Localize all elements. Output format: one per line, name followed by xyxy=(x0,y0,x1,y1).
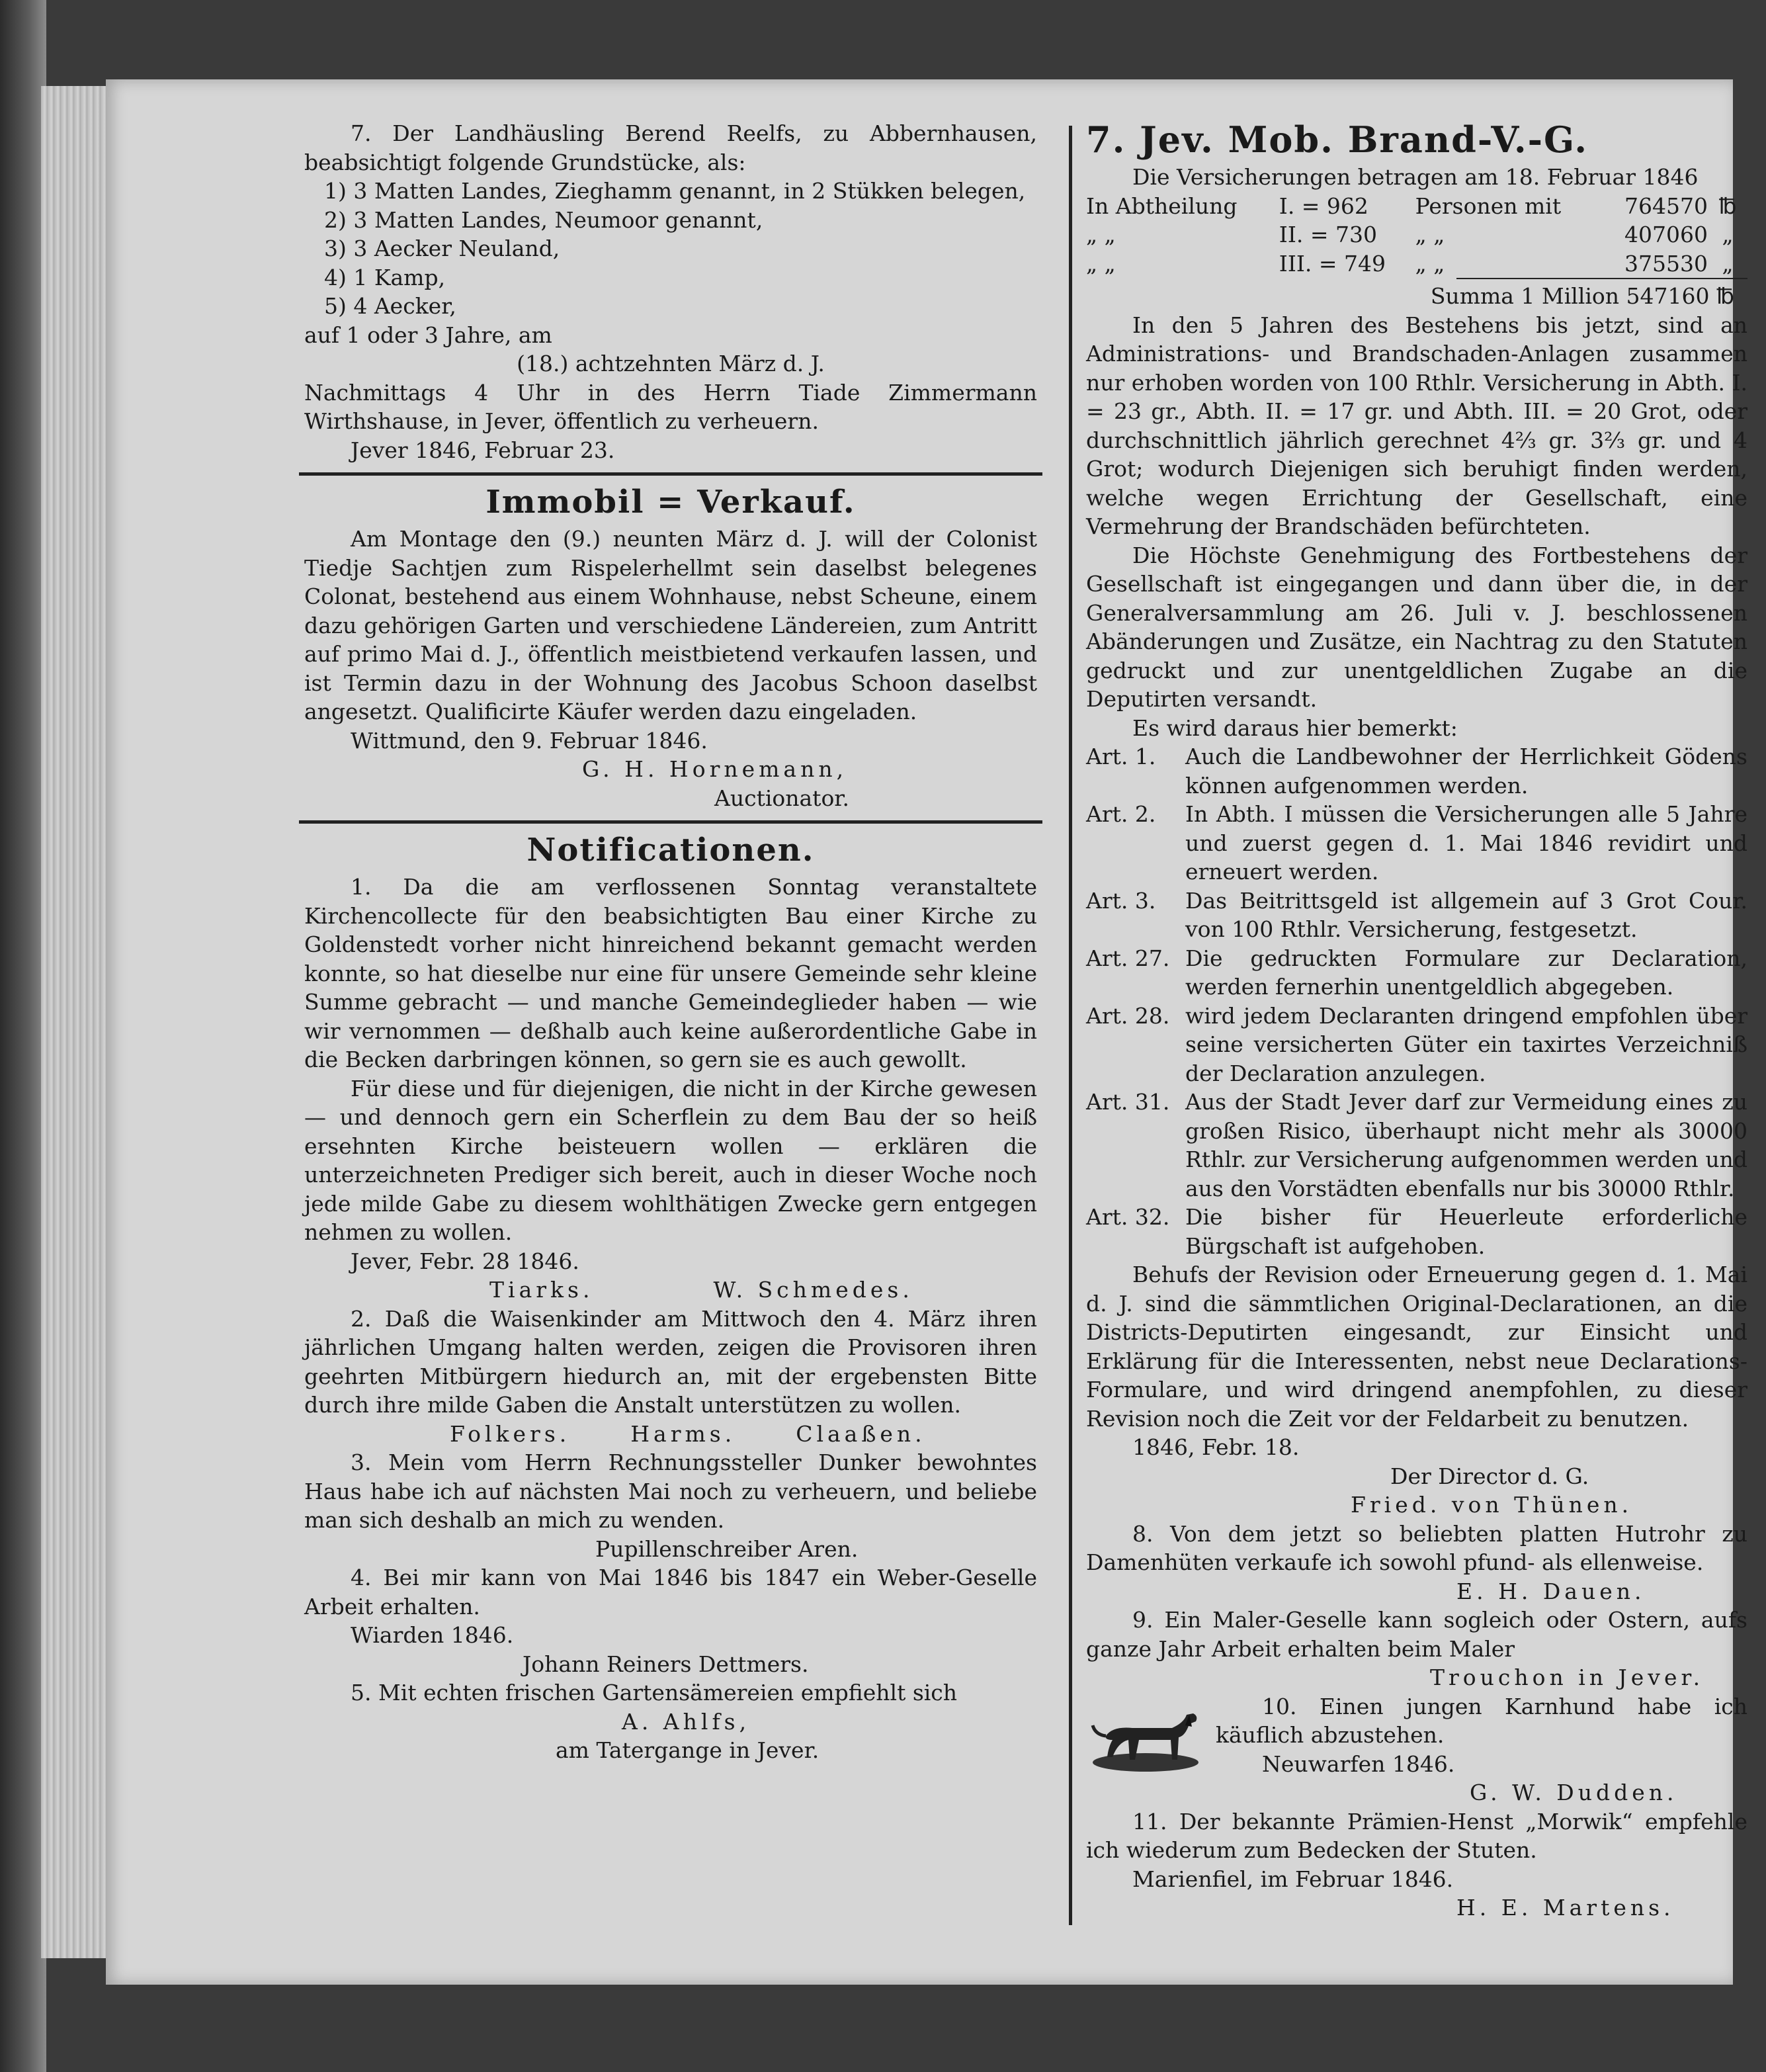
dog-woodcut-icon xyxy=(1086,1696,1205,1776)
notif-5-location: am Tatergange in Jever. xyxy=(556,1737,820,1763)
notif-4: 4. Bei mir kann von Mai 1846 bis 1847 ein Weber-Geselle Arbeit erhalten. xyxy=(304,1565,1037,1619)
table-cell: 375530 xyxy=(1624,250,1708,277)
article-item xyxy=(1086,1002,1747,1088)
table-cell: „ xyxy=(1722,250,1734,277)
article-text: wird jedem Declaranten dringend empfohlen über seine versicherten Güter ein taxirtes Verzeichniß der Declaration anzulegen. xyxy=(1185,1002,1747,1086)
signature: Claaßen. xyxy=(796,1420,926,1447)
notif-2-signatures xyxy=(304,1420,1037,1449)
article-label: Art. 27. xyxy=(1086,945,1170,971)
table-cell: „ „ xyxy=(1415,222,1445,247)
article-label: Art. 32. xyxy=(1086,1204,1170,1230)
notice-7-line: Nachmittags 4 Uhr in des Herrn Tiade Zimmermann Wirthshause, in Jever, öffentlich zu verheuern. xyxy=(304,379,1037,434)
notice-9: 9. Ein Maler-Geselle kann sogleich oder Ostern, aufs ganze Jahr Arbeit erhalten beim Maler xyxy=(1086,1607,1747,1662)
table-cell: „ „ xyxy=(1086,222,1116,247)
articles-list xyxy=(1086,742,1747,1260)
notif-heading: Notificationen. xyxy=(526,832,815,869)
notice-11-signature: H. E. Martens. xyxy=(1456,1895,1675,1921)
right-column xyxy=(1086,119,1747,1922)
notif-5: 5. Mit echten frischen Gartensämereien empfiehlt sich xyxy=(351,1680,958,1705)
signature: Tiarks. xyxy=(489,1277,594,1303)
notif-1-signatures xyxy=(304,1275,1037,1305)
left-column xyxy=(304,119,1037,1765)
table-cell: „ „ xyxy=(1086,250,1116,277)
insurance-p3: Es wird daraus hier bemerkt: xyxy=(1132,714,1458,741)
article-item xyxy=(1086,1088,1747,1203)
immobil-signature: G. H. Hornemann, xyxy=(582,756,848,782)
article-text: Die gedruckten Formulare zur Declaration, werden fernerhin unentgeldlich abgegeben. xyxy=(1185,945,1747,1000)
notice-7-item: 3) 3 Aecker Neuland, xyxy=(324,236,560,261)
notif-2: 2. Daß die Waisenkinder am Mittwoch den 4. März ihren jährlichen Umgang halten werden, zeigen die Provisoren ihren geehrten Mitbürgern hiedurch an, mit der ergebensten Bitte durch ihre milde Gaben die Anstalt unterstützen zu wollen. xyxy=(304,1305,1037,1418)
notice-11-place: Marienfiel, im Februar 1846. xyxy=(1132,1866,1454,1892)
notice-10 xyxy=(1086,1692,1747,1779)
sum-rule xyxy=(1456,278,1747,279)
article-item xyxy=(1086,944,1747,1002)
table-row xyxy=(1086,220,1747,249)
table-cell: In Abtheilung xyxy=(1086,193,1238,219)
article-text: In Abth. I müssen die Versicherungen alle 5 Jahre und zuerst gegen d. 1. Mai 1846 revidirt und erneuert werden. xyxy=(1185,801,1747,885)
signature: Harms. xyxy=(630,1420,736,1447)
table-cell: I. = 962 xyxy=(1279,193,1368,219)
table-row xyxy=(1086,249,1747,279)
signature: Folkers. xyxy=(450,1420,571,1447)
article-text: Das Beitrittsgeld ist allgemein auf 3 Grot Cour. von 100 Rthlr. Versicherung, festgesetzt. xyxy=(1185,887,1747,942)
article-text: Auch die Landbewohner der Herrlichkeit Gödens können aufgenommen werden. xyxy=(1185,744,1747,799)
article-label: Art. 28. xyxy=(1086,1002,1170,1029)
immobil-role: Auctionator. xyxy=(714,785,849,811)
article-text: Die bisher für Heuerleute erforderliche Bürgschaft ist aufgehoben. xyxy=(1185,1204,1747,1259)
insurance-p1: In den 5 Jahren des Bestehens bis jetzt, sind an Administrations- und Brandschaden-Anlagen zusammen nur erhoben worden von 100 Rthlr. Versicherung in Abth. I. = 23 gr., Abth. II. = 17 gr. und Abth. III. = 20 Grot, oder durchschnittlich jährlich gerechnet 4⅔ gr. 3⅔ gr. und 4 Grot; wodurch Diejenigen sich beruhigt finden werden, welche wegen Errichtung der Gesellschaft, eine Vermehrung der Brandschäden befürchteten. xyxy=(1086,312,1747,539)
notice-7-item: 5) 4 Aecker, xyxy=(324,293,456,319)
table-cell: III. = 749 xyxy=(1279,250,1386,277)
notice-7-line: auf 1 oder 3 Jahre, am xyxy=(304,322,552,348)
article-item xyxy=(1086,886,1747,944)
notif-5-signature: A. Ahlfs, xyxy=(622,1708,751,1735)
insurance-intro: Die Versicherungen betragen am 18. Februar 1846 xyxy=(1132,164,1699,190)
insurance-table xyxy=(1086,192,1747,279)
table-cell: „ „ xyxy=(1415,250,1445,277)
article-item xyxy=(1086,1203,1747,1260)
column-divider xyxy=(1069,126,1072,1925)
director-title: Der Director d. G. xyxy=(1390,1463,1589,1489)
notice-7-item: 1) 3 Matten Landes, Zieghamm genannt, in 2 Stükken belegen, xyxy=(324,178,1026,204)
notice-10-signature: G. W. Dudden. xyxy=(1470,1780,1678,1805)
book-spine xyxy=(0,0,46,2072)
notif-4-signature: Johann Reiners Dettmers. xyxy=(523,1651,809,1677)
notif-1-p1: 1. Da die am verflossenen Sonntag veranstaltete Kirchencollecte für den beabsichtigten Bau einer Kirche zu Goldenstedt vorher nicht hinreichend bekannt gemacht werden konnte, so hat dieselbe nur eine für unsere Gemeinde sehr kleine Summe gebracht — und manche Gemeindeglieder haben — wie wir vernommen — deßhalb auch keine außerordentliche Gabe in die Becken darbringen können, so gern sie es auch gewollt. xyxy=(304,874,1037,1072)
table-cell: ℔ xyxy=(1718,193,1737,219)
article-item xyxy=(1086,800,1747,886)
section-rule xyxy=(299,472,1042,476)
notice-7-line: (18.) achtzehnten März d. J. xyxy=(517,351,825,376)
notice-7-dateline: Jever 1846, Februar 23. xyxy=(351,437,615,463)
table-cell: Personen mit xyxy=(1415,193,1562,219)
notice-8-signature: E. H. Dauen. xyxy=(1456,1578,1646,1604)
notice-7-intro: 7. Der Landhäusling Berend Reelfs, zu Abbernhausen, beabsichtigt folgende Grundstücke, als: xyxy=(304,120,1037,175)
notif-3: 3. Mein vom Herrn Rechnungssteller Dunker bewohntes Haus habe ich auf nächsten Mai noch zu verheuern, und beliebe man sich deshalb an mich zu wenden. xyxy=(304,1449,1037,1533)
notice-7-item: 4) 1 Kamp, xyxy=(324,264,446,290)
section-rule xyxy=(299,820,1042,824)
notice-9-signature: Trouchon in Jever. xyxy=(1430,1664,1704,1690)
article-item xyxy=(1086,742,1747,800)
insurance-p2: Die Höchste Genehmigung des Fortbestehens der Gesellschaft ist eingegangen und dann über die, in der Generalversammlung am 26. Juli v. J. beschlossenen Abänderungen und Zusätze, ein Nachtrag zu den Statuten gedruckt und zur unentgeldlichen Zugabe an die Deputirten versandt. xyxy=(1086,542,1747,712)
table-cell: II. = 730 xyxy=(1279,222,1377,247)
insurance-p4: Behufs der Revision oder Erneuerung gegen d. 1. Mai d. J. sind die sämmtlichen Original-Declarationen, an die Districts-Deputirten eingesandt, zur Einsicht und Erklärung für die Interessenten, nebst neue Declarations-Formulare, und wird dringend anempfohlen, zu dieser Revision noch die Zeit vor der Feldarbeit zu benutzen. xyxy=(1086,1262,1747,1432)
table-row xyxy=(1086,192,1747,221)
immobil-body: Am Montage den (9.) neunten März d. J. will der Colonist Tiedje Sachtjen zum Rispelerhellmt sein daselbst belegenes Colonat, bestehend aus einem Wohnhause, nebst Scheune, einem dazu gehörigen Garten und verschiedene Ländereien, zum Antritt auf primo Mai d. J., öffentlich meistbietend verkaufen lassen, und ist Termin dazu in der Wohnung des Jacobus Schoon daselbst angesetzt. Qualificirte Käufer werden dazu eingeladen. xyxy=(304,526,1037,724)
table-cell: „ xyxy=(1722,222,1734,247)
article-text: Aus der Stadt Jever darf zur Vermeidung eines zu großen Risico, überhaupt nicht mehr als 30000 Rthlr. zur Versicherung aufgenommen werden und aus den Vorstädten ebenfalls nur bis 30000 Rthlr. xyxy=(1185,1089,1747,1201)
immobil-heading: Immobil = Verkauf. xyxy=(485,484,856,521)
table-cell: 764570 xyxy=(1624,193,1708,219)
notice-8: 8. Von dem jetzt so beliebten platten Hutrohr zu Damenhüten verkaufe ich sowohl pfund- als ellenweise. xyxy=(1086,1520,1747,1575)
article-label: Art. 3. xyxy=(1086,887,1156,914)
notice-11: 11. Der bekannte Prämien-Henst „Morwik“ empfehle ich wiederum zum Bedecken der Stuten. xyxy=(1086,1808,1747,1863)
notice-10-text: 10. Einen jungen Karnhund habe ich käuflich abzustehen. xyxy=(1216,1693,1747,1748)
insurance-summa: Summa 1 Million 547160 ℔ xyxy=(1430,283,1734,309)
notif-1-date: Jever, Febr. 28 1846. xyxy=(351,1248,579,1274)
insurance-heading: 7. Jev. Mob. Brand-V.-G. xyxy=(1086,118,1589,161)
newspaper-page xyxy=(106,79,1747,1985)
notif-4-place: Wiarden 1846. xyxy=(351,1622,514,1648)
director-name: Fried. von Thünen. xyxy=(1351,1492,1633,1518)
article-label: Art. 2. xyxy=(1086,801,1156,827)
signature: W. Schmedes. xyxy=(713,1277,913,1303)
insurance-date: 1846, Febr. 18. xyxy=(1132,1434,1300,1460)
notice-10-place: Neuwarfen 1846. xyxy=(1262,1750,1455,1777)
notif-3-signature: Pupillenschreiber Aren. xyxy=(595,1535,859,1562)
notice-7-item: 2) 3 Matten Landes, Neumoor genannt, xyxy=(324,206,763,233)
notif-1-p2: Für diese und für diejenigen, die nicht in der Kirche gewesen — und dennoch gern ein Scherflein zu dem Bau der so heiß ersehnten Kirche beisteuern wollen — erklären die unterzeichneten Prediger sich bereit, auch in dieser Woche noch jede milde Gabe zu diesem wohlthätigen Zwecke gern entgegen nehmen zu wollen. xyxy=(304,1075,1037,1245)
article-label: Art. 31. xyxy=(1086,1089,1170,1115)
table-cell: 407060 xyxy=(1624,222,1708,247)
article-label: Art. 1. xyxy=(1086,744,1156,769)
immobil-dateline: Wittmund, den 9. Februar 1846. xyxy=(351,727,708,754)
